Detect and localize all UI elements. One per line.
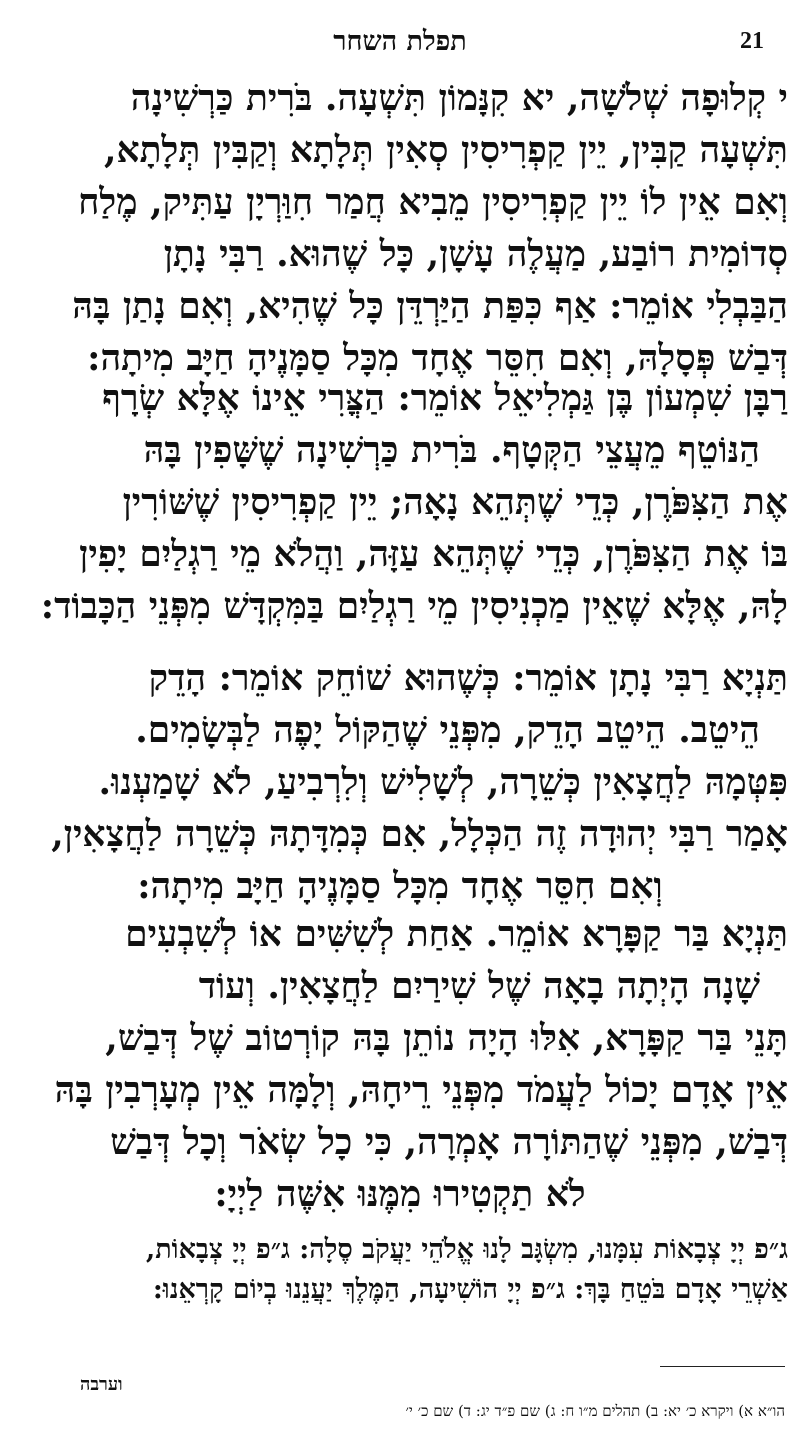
text-line: הֵיטֵב. הֵיטֵב הָדֵק, מִפְּנֵי שֶׁהַקּוֹל יָפֶה לַבְּשָׂמִים. xyxy=(135,709,760,751)
verse-line: ג״פ יְיָ צְבָאוֹת עִמָּנוּ, מִשְׂגָּב לָנוּ אֱלֹהֵי יַעֲקֹב סֶלָה: ג״פ יְיָ צְבָאוֹת, xyxy=(145,1234,788,1265)
text-line: תָּנֵי בַּר קַפָּרָא, אִלּוּ הָיָה נוֹתֵן בָּהּ קוֹרְטוֹב שֶׁל דְּבַשׁ, xyxy=(105,1017,788,1059)
text-line: וְאִם חִסֵּר אֶחָד מִכָּל סַמָּנֶיהָ חַיָּב מִיתָה: xyxy=(137,865,663,907)
verse-line: אַשְׁרֵי אָדָם בֹּטֵחַ בָּךְ: ג״פ יְיָ הוֹשִׁיעָה, הַמֶּלֶךְ יַעֲנֵנוּ בְיוֹם קָרְאֵנוּ: xyxy=(152,1274,788,1305)
text-line: אָמַר רַבִּי יְהוּדָה זֶה הַכְּלָל, אִם כְּמִדָּתָהּ כְּשֵׁרָה לַחֲצָאִין, xyxy=(51,813,788,855)
text-line: תַּנְיָא רַבִּי נָתָן אוֹמֵר: כְּשֶׁהוּא שׁוֹחֵק אוֹמֵר: הָדֵק xyxy=(148,657,788,699)
text-line: רַבָּן שִׁמְעוֹן בֶּן גַּמְלִיאֵל אוֹמֵר: הַצֳּרִי אֵינוֹ אֶלָּא שְׂרָף xyxy=(102,377,788,419)
text-line: פִּטְּמָהּ לַחֲצָאִין כְּשֵׁרָה, לְשָׁלִישׁ וְלִרְבִיעַ, לֹא שָׁמַעְנוּ. xyxy=(98,761,788,803)
text-line: לָהּ, אֶלָּא שֶׁאֵין מַכְנִיסִין מֵי רַגְלַיִם בַּמִּקְדָּשׁ מִפְּנֵי הַכָּבוֹד: xyxy=(40,585,788,627)
footnote-divider xyxy=(660,1366,785,1367)
text-line: תִּשְׁעָה קַבִּין, יֵין קַפְרִיסִין סְאִין תְּלָתָא וְקַבִּין תְּלָתָא, xyxy=(103,129,788,171)
catchword: וערבה xyxy=(80,1374,123,1395)
text-line: לֹא תַקְטִירוּ מִמֶּנּוּ אִשֶּׁה לַיְיָ: xyxy=(214,1173,586,1215)
text-line: דְּבַשׁ פְּסָלָהּ, וְאִם חִסֵּר אֶחָד מִכָּל סַמָּנֶיהָ חַיָּב מִיתָה: xyxy=(87,337,788,379)
text-line: הַבַּבְלִי אוֹמֵר: אַף כִּפַּת הַיַּרְדֵּן כָּל שֶׁהִיא, וְאִם נָתַן בָּהּ xyxy=(72,285,788,327)
page-title: תפלת השחר xyxy=(333,26,467,57)
text-line: דְּבַשׁ, מִפְּנֵי שֶׁהַתּוֹרָה אָמְרָה, כִּי כָל שְׂאֹר וְכָל דְּבַשׁ xyxy=(110,1121,788,1163)
text-line: וְאִם אֵין לוֹ יֵין קַפְרִיסִין מֵבִיא חֲמַר חִוַּרְיָן עַתִּיק, מֶלַח xyxy=(78,181,788,223)
page-number: 21 xyxy=(740,28,764,54)
text-line: סְדוֹמִית רוֹבַע, מַעֲלֶה עָשָׁן, כָּל שֶׁהוּא. רַבִּי נָתָן xyxy=(163,233,788,275)
text-line: אֶת הַצִּפֹּרֶן, כְּדֵי שֶׁתְּהֵא נָאָה; יֵין קַפְרִיסִין שֶׁשּׁוֹרִין xyxy=(122,481,788,523)
text-line: תַּנְיָא בַּר קַפָּרָא אוֹמֵר. אַחַת לְשִׁשִּׁים אוֹ לְשִׁבְעִים xyxy=(125,913,788,955)
footnote: הו״א א) ויקרא כ׳ יא: ב) תהלים מ״ו ח: ג) שם פ״ד יג: ד) שם כ׳ י׳ xyxy=(405,1402,785,1420)
text-line: בּוֹ אֶת הַצִּפֹּרֶן, כְּדֵי שֶׁתְּהֵא עַזָּה, וַהֲלֹא מֵי רַגְלַיִם יָפִין xyxy=(79,533,788,575)
text-line: אֵין אָדָם יָכוֹל לַעֲמֹד מִפְּנֵי רֵיחָהּ, וְלָמָּה אֵין מְעָרְבִין בָּהּ xyxy=(54,1069,788,1111)
text-line: י קְלוּפָה שְׁלֹשָׁה, יא קִנָּמוֹן תִּשְׁעָה. בֹּרִית כַּרְשִׁינָה xyxy=(130,77,788,119)
text-line: הַנּוֹטֵף מֵעֲצֵי הַקְּטָף. בֹּרִית כַּרְשִׁינָה שֶׁשָּׁפִין בָּהּ xyxy=(143,429,760,471)
text-line: שָׁנָה הָיְתָה בָאָה שֶׁל שִׁירַיִם לַחֲצָאִין. וְעוֹד xyxy=(198,965,760,1007)
